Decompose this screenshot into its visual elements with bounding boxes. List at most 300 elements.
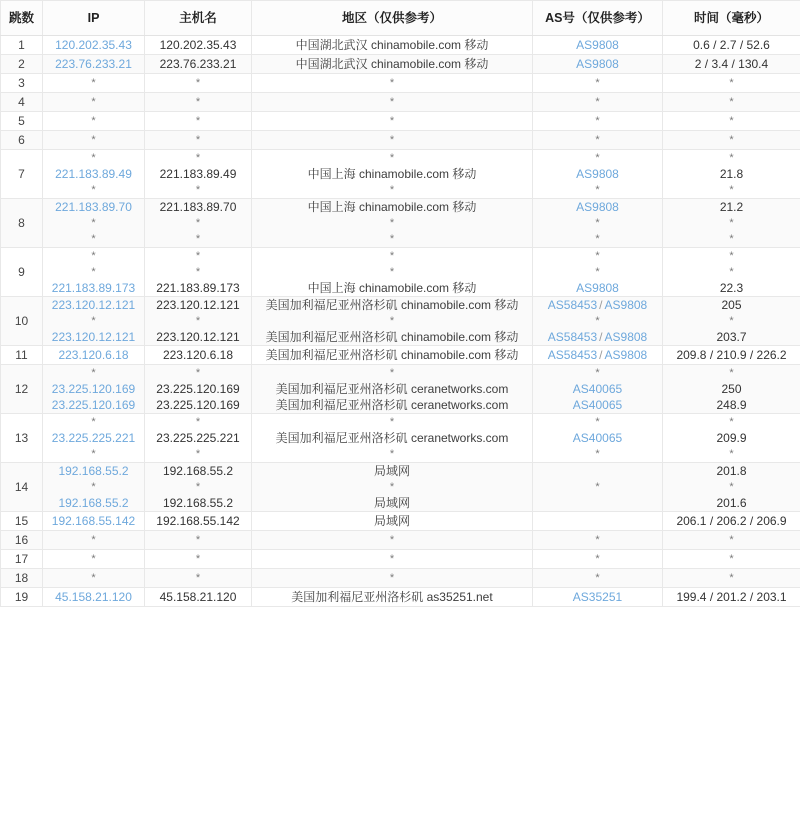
- hostname-text: *: [195, 115, 201, 127]
- cell-hop: 19: [1, 588, 43, 607]
- cell-region: [252, 150, 533, 199]
- hostname-text: 221.183.89.49: [159, 167, 237, 181]
- as-link[interactable]: AS9808: [576, 281, 619, 295]
- region-text: 美国加利福尼亚州洛杉矶 ceranetworks.com: [275, 431, 509, 445]
- hostname-text: *: [195, 96, 201, 108]
- table-row: [1, 150, 800, 199]
- cell-hostname: [145, 569, 252, 588]
- ip-link[interactable]: 223.120.12.121: [51, 298, 136, 312]
- ip-link[interactable]: 45.158.21.120: [55, 590, 132, 604]
- as-link[interactable]: AS9808: [604, 348, 648, 362]
- table-row: [1, 112, 800, 131]
- cell-latency: [663, 463, 800, 512]
- cell-region: [252, 248, 533, 297]
- region-text: *: [389, 184, 395, 196]
- cell-hostname: [145, 588, 252, 607]
- ip-link[interactable]: 221.183.89.49: [55, 167, 132, 181]
- cell-ip: [43, 297, 145, 346]
- region-text: *: [389, 553, 395, 565]
- latency-text: 0.6 / 2.7 / 52.6: [693, 38, 770, 52]
- cell-hostname: [145, 55, 252, 74]
- cell-hostname: [145, 112, 252, 131]
- cell-hop: 7: [1, 150, 43, 199]
- as-number-text: *: [595, 572, 600, 584]
- ip-text: *: [91, 572, 96, 584]
- cell-hostname: [145, 131, 252, 150]
- cell-region: [252, 569, 533, 588]
- cell-ip: [43, 588, 145, 607]
- latency-text: *: [729, 250, 734, 262]
- ip-text: *: [91, 250, 96, 262]
- as-number-text: *: [595, 233, 600, 245]
- latency-text: 22.3: [719, 281, 744, 295]
- cell-latency: [663, 112, 800, 131]
- cell-ip: [43, 112, 145, 131]
- cell-latency: [663, 569, 800, 588]
- table-row: [1, 346, 800, 365]
- cell-as-number: [533, 150, 663, 199]
- hostname-text: *: [195, 266, 201, 278]
- cell-latency: [663, 36, 800, 55]
- as-number-text: *: [595, 266, 600, 278]
- ip-text: *: [91, 534, 96, 546]
- column-header-host: 主机名: [145, 1, 252, 36]
- latency-text: *: [729, 184, 734, 196]
- table-row: [1, 131, 800, 150]
- hostname-text: *: [195, 481, 201, 493]
- region-text: 美国加利福尼亚州洛杉矶 ceranetworks.com: [275, 398, 509, 412]
- cell-latency: [663, 346, 800, 365]
- hostname-text: 192.168.55.2: [162, 464, 234, 478]
- as-number-text: *: [595, 217, 600, 229]
- as-number-text: *: [595, 481, 600, 493]
- cell-ip: [43, 414, 145, 463]
- cell-hostname: [145, 550, 252, 569]
- region-text: 中国湖北武汉 chinamobile.com 移动: [295, 38, 489, 52]
- ip-link[interactable]: 192.168.55.2: [58, 464, 129, 478]
- region-text: *: [389, 96, 395, 108]
- as-pair: [533, 329, 662, 345]
- latency-text: *: [729, 134, 734, 146]
- ip-link[interactable]: 192.168.55.142: [51, 514, 136, 528]
- as-separator: /: [599, 348, 603, 362]
- region-text: 中国上海 chinamobile.com 移动: [307, 281, 477, 295]
- latency-text: *: [729, 534, 734, 546]
- latency-text: 199.4 / 201.2 / 203.1: [676, 590, 787, 604]
- as-number-text: *: [595, 184, 600, 196]
- cell-ip: [43, 199, 145, 248]
- cell-hostname: [145, 199, 252, 248]
- as-link[interactable]: AS9808: [576, 200, 619, 214]
- cell-hop: 10: [1, 297, 43, 346]
- latency-text: 209.9: [716, 431, 747, 445]
- as-number-text: *: [595, 77, 600, 89]
- table-row: [1, 199, 800, 248]
- table-row: [1, 74, 800, 93]
- as-link[interactable]: AS9808: [604, 330, 648, 344]
- table-row: [1, 365, 800, 414]
- region-text: 美国加利福尼亚州洛杉矶 chinamobile.com 移动: [265, 348, 519, 362]
- cell-as-number: [533, 346, 663, 365]
- cell-ip: [43, 550, 145, 569]
- as-pair: [533, 347, 662, 363]
- column-header-time: 时间（毫秒）: [663, 1, 800, 36]
- cell-as-number: [533, 414, 663, 463]
- latency-text: 21.8: [719, 167, 744, 181]
- cell-hop: 8: [1, 199, 43, 248]
- latency-text: 209.8 / 210.9 / 226.2: [676, 348, 787, 362]
- cell-latency: [663, 365, 800, 414]
- cell-hop: 16: [1, 531, 43, 550]
- hostname-text: 45.158.21.120: [159, 590, 237, 604]
- cell-as-number: [533, 531, 663, 550]
- region-text: 美国加利福尼亚州洛杉矶 as35251.net: [291, 590, 493, 604]
- cell-region: [252, 112, 533, 131]
- latency-text: *: [729, 217, 734, 229]
- as-number-text: *: [595, 96, 600, 108]
- cell-region: [252, 199, 533, 248]
- ip-text: *: [91, 233, 96, 245]
- cell-ip: [43, 36, 145, 55]
- cell-region: [252, 131, 533, 150]
- hostname-text: 221.183.89.173: [156, 281, 240, 295]
- cell-as-number: [533, 93, 663, 112]
- cell-region: [252, 531, 533, 550]
- cell-hostname: [145, 512, 252, 531]
- hostname-text: *: [195, 572, 201, 584]
- as-link[interactable]: AS9808: [576, 38, 619, 52]
- cell-hop: 6: [1, 131, 43, 150]
- hostname-text: 23.225.120.169: [156, 382, 240, 396]
- latency-text: *: [729, 553, 734, 565]
- region-text: *: [389, 266, 395, 278]
- cell-as-number: [533, 365, 663, 414]
- hostname-text: *: [195, 184, 201, 196]
- hostname-text: *: [195, 250, 201, 262]
- latency-text: *: [729, 367, 734, 379]
- cell-hop: 13: [1, 414, 43, 463]
- cell-ip: [43, 248, 145, 297]
- cell-region: [252, 512, 533, 531]
- ip-text: *: [91, 152, 96, 164]
- as-number-text: *: [595, 134, 600, 146]
- column-header-as: AS号（仅供参考）: [533, 1, 663, 36]
- cell-hop: 15: [1, 512, 43, 531]
- cell-latency: [663, 414, 800, 463]
- region-text: *: [389, 152, 395, 164]
- cell-latency: [663, 199, 800, 248]
- cell-latency: [663, 531, 800, 550]
- latency-text: *: [729, 96, 734, 108]
- cell-hop: 2: [1, 55, 43, 74]
- region-text: 美国加利福尼亚州洛杉矶 chinamobile.com 移动: [265, 298, 519, 312]
- as-link[interactable]: AS58453: [547, 330, 598, 344]
- latency-text: 203.7: [716, 330, 747, 344]
- region-text: 局域网: [373, 496, 410, 510]
- region-text: *: [389, 572, 395, 584]
- column-header-ip: IP: [43, 1, 145, 36]
- cell-as-number: [533, 74, 663, 93]
- cell-as-number: [533, 131, 663, 150]
- hostname-text: *: [195, 534, 201, 546]
- as-link[interactable]: AS58453: [547, 298, 598, 312]
- hostname-text: 223.76.233.21: [159, 57, 237, 71]
- region-text: *: [389, 250, 395, 262]
- cell-hostname: [145, 36, 252, 55]
- cell-region: [252, 588, 533, 607]
- hostname-text: *: [195, 553, 201, 565]
- latency-text: 2 / 3.4 / 130.4: [694, 57, 769, 71]
- region-text: *: [389, 534, 395, 546]
- hostname-text: 223.120.12.121: [156, 330, 240, 344]
- ip-link[interactable]: 221.183.89.173: [51, 281, 136, 295]
- cell-latency: [663, 512, 800, 531]
- table-body: [1, 36, 800, 607]
- latency-text: 205: [721, 298, 742, 312]
- ip-link[interactable]: 23.225.120.169: [51, 382, 136, 396]
- as-number-text: *: [595, 152, 600, 164]
- hostname-text: *: [195, 217, 201, 229]
- latency-text: *: [729, 416, 734, 428]
- cell-region: [252, 55, 533, 74]
- cell-hop: 3: [1, 74, 43, 93]
- hostname-text: *: [195, 315, 201, 327]
- cell-as-number: [533, 569, 663, 588]
- cell-latency: [663, 55, 800, 74]
- ip-link[interactable]: 223.120.6.18: [58, 348, 129, 362]
- ip-text: *: [91, 553, 96, 565]
- hostname-text: *: [195, 77, 201, 89]
- ip-text: *: [91, 217, 96, 229]
- as-separator: /: [599, 330, 603, 344]
- hostname-text: 192.168.55.2: [162, 496, 234, 510]
- as-link[interactable]: AS9808: [576, 167, 619, 181]
- cell-ip: [43, 55, 145, 74]
- hostname-text: 23.225.225.221: [156, 431, 240, 445]
- cell-latency: [663, 131, 800, 150]
- cell-hop: 17: [1, 550, 43, 569]
- cell-hostname: [145, 346, 252, 365]
- hostname-text: *: [195, 448, 201, 460]
- ip-text: *: [91, 96, 96, 108]
- cell-ip: [43, 93, 145, 112]
- latency-text: 250: [721, 382, 742, 396]
- latency-text: 201.6: [716, 496, 747, 510]
- as-link[interactable]: AS9808: [576, 57, 619, 71]
- hostname-text: 223.120.6.18: [162, 348, 234, 362]
- region-text: 局域网: [373, 464, 410, 478]
- as-number-text: [533, 463, 662, 479]
- ip-text: *: [91, 315, 96, 327]
- ip-text: *: [91, 266, 96, 278]
- table-header: [1, 1, 800, 36]
- as-number-text: *: [595, 416, 600, 428]
- region-text: *: [389, 77, 395, 89]
- cell-hostname: [145, 248, 252, 297]
- cell-hop: 5: [1, 112, 43, 131]
- ip-link[interactable]: 23.225.225.221: [51, 431, 136, 445]
- region-text: *: [389, 367, 395, 379]
- cell-hostname: [145, 531, 252, 550]
- as-number-text: *: [595, 448, 600, 460]
- ip-text: *: [91, 134, 96, 146]
- cell-as-number: [533, 112, 663, 131]
- region-text: *: [389, 115, 395, 127]
- region-text: *: [389, 481, 395, 493]
- cell-ip: [43, 346, 145, 365]
- latency-text: 206.1 / 206.2 / 206.9: [676, 514, 787, 528]
- as-number-text: [533, 495, 662, 511]
- cell-hop: 11: [1, 346, 43, 365]
- cell-as-number: [533, 588, 663, 607]
- table-row: [1, 55, 800, 74]
- latency-text: *: [729, 315, 734, 327]
- hostname-text: *: [195, 367, 201, 379]
- latency-text: *: [729, 266, 734, 278]
- cell-region: [252, 365, 533, 414]
- cell-as-number: [533, 297, 663, 346]
- ip-text: *: [91, 367, 96, 379]
- cell-as-number: [533, 512, 663, 531]
- latency-text: *: [729, 448, 734, 460]
- region-text: 中国上海 chinamobile.com 移动: [307, 200, 477, 214]
- cell-ip: [43, 531, 145, 550]
- cell-region: [252, 36, 533, 55]
- region-text: 美国加利福尼亚州洛杉矶 ceranetworks.com: [275, 382, 509, 396]
- table-row: [1, 569, 800, 588]
- region-text: 中国上海 chinamobile.com 移动: [307, 167, 477, 181]
- cell-as-number: [533, 36, 663, 55]
- cell-hostname: [145, 150, 252, 199]
- latency-text: *: [729, 115, 734, 127]
- hostname-text: 120.202.35.43: [159, 38, 237, 52]
- ip-link[interactable]: 192.168.55.2: [58, 496, 129, 510]
- ip-link[interactable]: 120.202.35.43: [55, 38, 132, 52]
- latency-text: 21.2: [719, 200, 744, 214]
- table-row: [1, 512, 800, 531]
- table-row: [1, 297, 800, 346]
- cell-region: [252, 74, 533, 93]
- ip-text: *: [91, 77, 96, 89]
- cell-as-number: [533, 550, 663, 569]
- table-row: [1, 550, 800, 569]
- cell-as-number: [533, 463, 663, 512]
- region-text: *: [389, 134, 395, 146]
- cell-as-number: [533, 55, 663, 74]
- table-row: [1, 36, 800, 55]
- cell-ip: [43, 512, 145, 531]
- cell-region: [252, 346, 533, 365]
- cell-hostname: [145, 365, 252, 414]
- column-header-hop: 跳数: [1, 1, 43, 36]
- region-text: *: [389, 315, 395, 327]
- cell-region: [252, 463, 533, 512]
- region-text: *: [389, 416, 395, 428]
- as-separator: /: [599, 298, 603, 312]
- region-text: 局域网: [373, 514, 410, 528]
- as-number-text: *: [595, 534, 600, 546]
- hostname-text: *: [195, 134, 201, 146]
- as-link[interactable]: AS9808: [604, 298, 648, 312]
- column-header-geo: 地区（仅供参考）: [252, 1, 533, 36]
- ip-text: *: [91, 115, 96, 127]
- cell-hop: 14: [1, 463, 43, 512]
- ip-text: *: [91, 448, 96, 460]
- as-number-text: *: [595, 553, 600, 565]
- cell-as-number: [533, 248, 663, 297]
- as-link[interactable]: AS40065: [572, 382, 623, 396]
- cell-latency: [663, 150, 800, 199]
- hostname-text: 223.120.12.121: [156, 298, 240, 312]
- latency-text: 248.9: [716, 398, 747, 412]
- as-number-text: *: [595, 367, 600, 379]
- table-row: [1, 248, 800, 297]
- region-text: 中国湖北武汉 chinamobile.com 移动: [295, 57, 489, 71]
- cell-region: [252, 414, 533, 463]
- hostname-text: *: [195, 416, 201, 428]
- cell-hostname: [145, 414, 252, 463]
- cell-latency: [663, 588, 800, 607]
- cell-ip: [43, 74, 145, 93]
- hostname-text: 192.168.55.142: [156, 514, 240, 528]
- region-text: 美国加利福尼亚州洛杉矶 chinamobile.com 移动: [265, 330, 519, 344]
- cell-ip: [43, 365, 145, 414]
- ip-text: *: [91, 416, 96, 428]
- cell-hostname: [145, 93, 252, 112]
- latency-text: *: [729, 233, 734, 245]
- cell-ip: [43, 150, 145, 199]
- hostname-text: 23.225.120.169: [156, 398, 240, 412]
- cell-hop: 4: [1, 93, 43, 112]
- as-link[interactable]: AS58453: [547, 348, 598, 362]
- table-row: [1, 414, 800, 463]
- cell-ip: [43, 569, 145, 588]
- latency-text: *: [729, 77, 734, 89]
- as-number-text: *: [595, 315, 600, 327]
- region-text: *: [389, 448, 395, 460]
- cell-as-number: [533, 199, 663, 248]
- cell-ip: [43, 131, 145, 150]
- as-pair: [533, 297, 662, 313]
- as-link[interactable]: AS40065: [572, 431, 623, 445]
- latency-text: 201.8: [716, 464, 747, 478]
- latency-text: *: [729, 481, 734, 493]
- as-link[interactable]: AS40065: [572, 398, 623, 412]
- ip-text: *: [91, 184, 96, 196]
- region-text: *: [389, 233, 395, 245]
- region-text: *: [389, 217, 395, 229]
- table-row: [1, 463, 800, 512]
- cell-hostname: [145, 74, 252, 93]
- cell-hop: 1: [1, 36, 43, 55]
- ip-link[interactable]: 223.76.233.21: [55, 57, 132, 71]
- cell-region: [252, 550, 533, 569]
- table-row: [1, 531, 800, 550]
- cell-latency: [663, 74, 800, 93]
- cell-hostname: [145, 463, 252, 512]
- cell-latency: [663, 93, 800, 112]
- hostname-text: 221.183.89.70: [159, 200, 237, 214]
- as-number-text: *: [595, 250, 600, 262]
- as-link[interactable]: AS35251: [572, 590, 623, 604]
- ip-link[interactable]: 223.120.12.121: [51, 330, 136, 344]
- cell-latency: [663, 297, 800, 346]
- ip-link[interactable]: 221.183.89.70: [55, 200, 132, 214]
- cell-hop: 18: [1, 569, 43, 588]
- cell-hostname: [145, 297, 252, 346]
- as-number-text: [533, 513, 662, 529]
- ip-link[interactable]: 23.225.120.169: [51, 398, 136, 412]
